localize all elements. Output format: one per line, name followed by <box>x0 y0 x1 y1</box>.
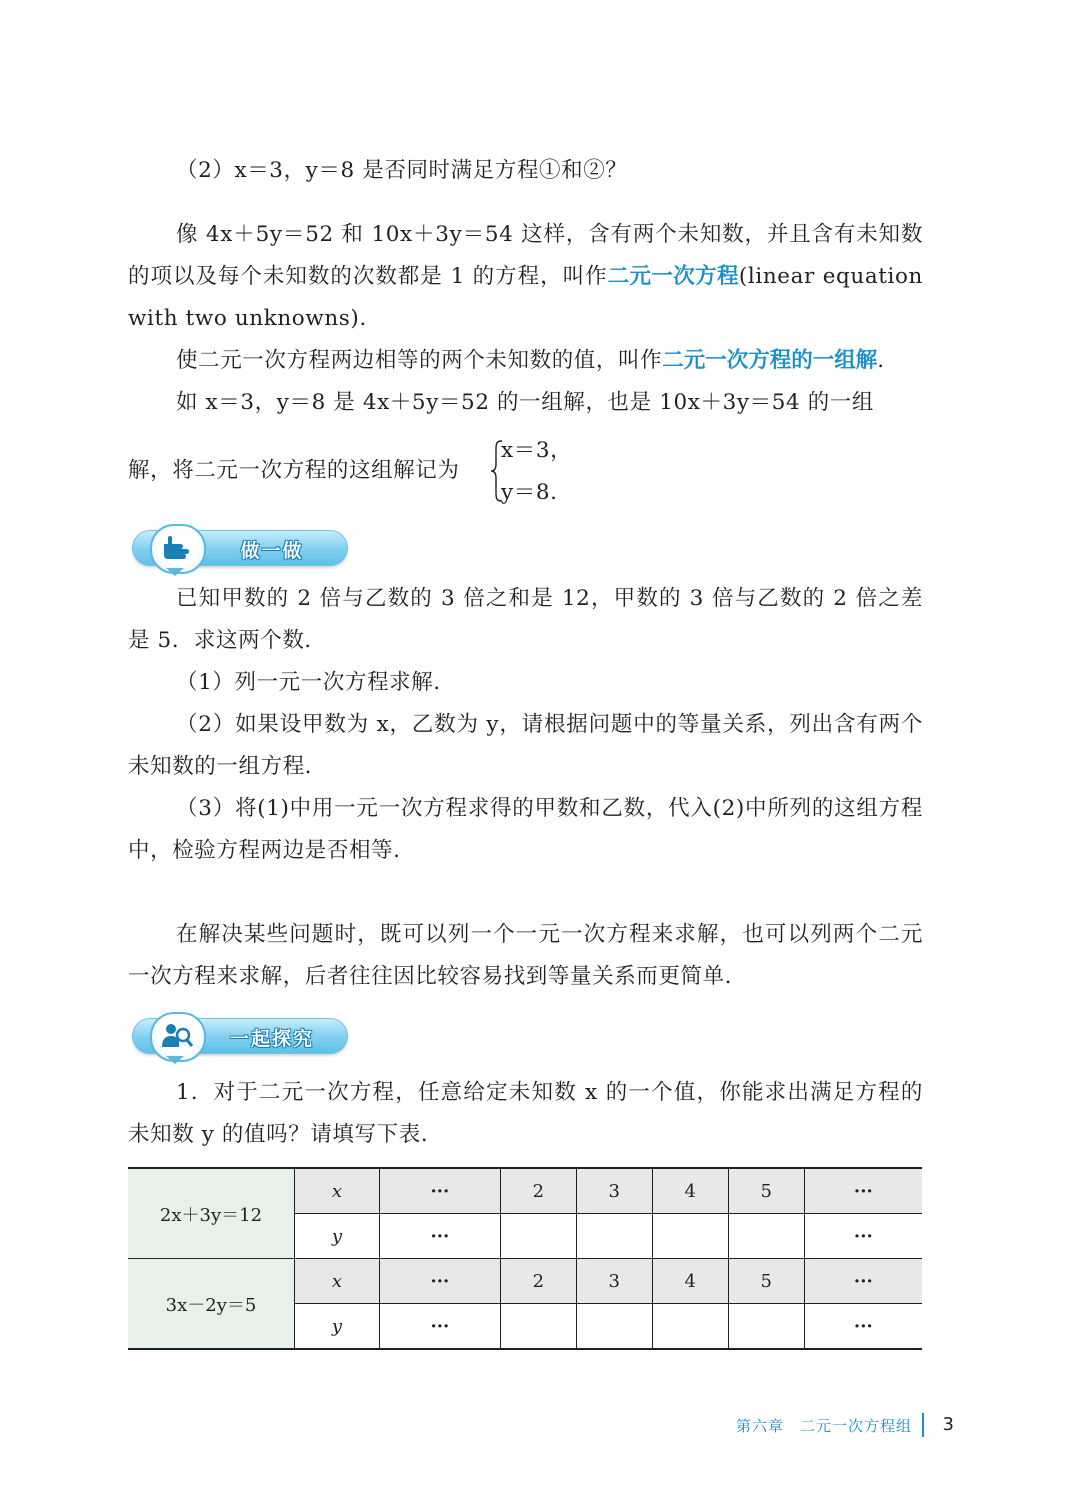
table-cell: x <box>295 1259 380 1304</box>
solution-definition <box>128 340 923 382</box>
table-cell: ··· <box>804 1259 922 1304</box>
blank-cell[interactable] <box>576 1214 652 1259</box>
task-intro: 已知甲数的 2 倍与乙数的 3 倍之和是 12，甲数的 3 倍与乙数的 2 倍之差是 5．求这两个数． <box>128 586 923 653</box>
blank-cell[interactable] <box>728 1304 804 1350</box>
system-equations <box>501 430 621 514</box>
blank-cell[interactable] <box>728 1214 804 1259</box>
blank-cell[interactable] <box>652 1304 728 1350</box>
equation-cell: 3x－2y＝5 <box>128 1259 295 1350</box>
explore-question-1: 1．对于二元一次方程，任意给定未知数 x 的一个值，你能求出满足方程的未知数 y 的值吗？请填写下表． <box>128 1080 923 1147</box>
table-cell: y <box>295 1304 380 1350</box>
badge-label: 做一做 <box>240 540 304 562</box>
table-row <box>128 1168 922 1214</box>
table-cell: 2 <box>500 1168 576 1214</box>
badge-tail <box>166 1056 184 1064</box>
table-cell: ··· <box>804 1304 922 1350</box>
solution-text: 使二元一次方程两边相等的两个未知数的值，叫作 <box>176 348 663 373</box>
table-cell: 5 <box>728 1168 804 1214</box>
solution-end: . <box>877 348 885 373</box>
badge-tail <box>166 568 184 576</box>
badge-icon-circle <box>150 524 206 574</box>
table-cell: 3 <box>576 1259 652 1304</box>
badge-icon-circle <box>150 1012 206 1062</box>
page-footer <box>700 1413 960 1439</box>
example-line: 如 x＝3，y＝8 是 4x＋5y＝52 的一组解，也是 10x＋3y＝54 的一组 <box>176 390 874 415</box>
task-part-3: （3）将(1)中用一元一次方程求得的甲数和乙数，代入(2)中所列的这组方程中，检验方程两边是否相等． <box>128 796 923 863</box>
blank-cell[interactable] <box>500 1214 576 1259</box>
task-part-2: （2）如果设甲数为 x，乙数为 y，请根据问题中的等量关系，列出含有两个未知数的一组方程． <box>128 712 923 779</box>
badge-explore <box>126 1012 350 1060</box>
table-cell: 4 <box>652 1168 728 1214</box>
blank-cell[interactable] <box>500 1304 576 1350</box>
question-2: （2）x＝3，y＝8 是否同时满足方程①和②？ <box>176 158 628 183</box>
blank-cell[interactable] <box>652 1214 728 1259</box>
hand-pointing-icon <box>160 532 194 564</box>
table-cell: ··· <box>804 1214 922 1259</box>
definition-english: (linear equation with two unknowns). <box>128 264 923 331</box>
badge-label: 一起探究 <box>229 1028 314 1050</box>
table-cell: ··· <box>380 1214 501 1259</box>
fill-in-table <box>128 1167 922 1350</box>
table-cell: ··· <box>380 1259 501 1304</box>
table-cell: 3 <box>576 1168 652 1214</box>
badge-do-it <box>126 524 350 572</box>
equation-cell: 2x＋3y＝12 <box>128 1168 295 1259</box>
table-row <box>128 1259 922 1304</box>
table-cell: x <box>295 1168 380 1214</box>
system-lead-text: 解，将二元一次方程的这组解记为 <box>128 458 460 483</box>
definition-text: 像 4x＋5y＝52 和 10x＋3y＝54 这样，含有两个未知数，并且含有未知数的项以及每个未知数的次数都是 1 的方程，叫作 <box>128 222 923 289</box>
chapter-title: 第六章 二元一次方程组 <box>735 1417 912 1435</box>
task-part-1: （1）列一元一次方程求解． <box>176 670 456 695</box>
table-cell: ··· <box>380 1304 501 1350</box>
table-cell: ··· <box>804 1168 922 1214</box>
people-magnifier-icon <box>160 1020 194 1052</box>
table-cell: 4 <box>652 1259 728 1304</box>
footer-divider <box>922 1413 924 1437</box>
system-x: x＝3， <box>501 438 573 463</box>
summary-paragraph: 在解决某些问题时，既可以列一个一元一次方程来求解，也可以列两个二元一次方程来求解，后者往往因比较容易找到等量关系而更简单． <box>128 922 923 989</box>
table-cell: y <box>295 1214 380 1259</box>
table-cell: 5 <box>728 1259 804 1304</box>
table-cell: ··· <box>380 1168 501 1214</box>
blank-cell[interactable] <box>576 1304 652 1350</box>
term-linear-equation: 二元一次方程 <box>607 264 739 289</box>
table-cell: 2 <box>500 1259 576 1304</box>
definition-paragraph <box>128 214 923 340</box>
page-number: 3 <box>942 1414 954 1435</box>
system-y: y＝8. <box>501 480 558 505</box>
term-solution: 二元一次方程的一组解 <box>662 348 878 373</box>
